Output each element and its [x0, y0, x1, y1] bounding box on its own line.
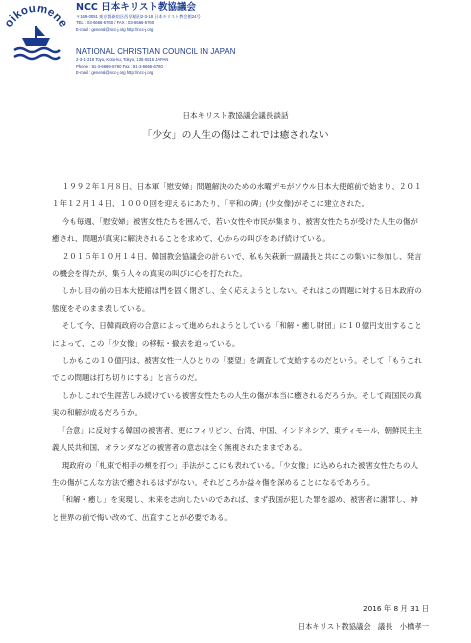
body-paragraph: １９９２年１月８日、日本軍「慰安婦」問題解決のための水曜デモがソウル日本大使館前で始まり、２０１１年１２月１４日、１０００回を迎えるにあたり、「平和の碑」(少女像)がそこに建立された。: [52, 182, 422, 209]
letterhead: [0, 0, 471, 96]
org-contact-block: [76, 2, 316, 76]
org-name-en: NATIONAL CHRISTIAN COUNCIL IN JAPAN: [76, 47, 236, 57]
body-paragraph: そして今、日韓両政府の合意によって進められようとしている「和解・癒し財団」に１０億円支出することによって、この「少女像」の移転・撤去を迫っている。: [52, 321, 422, 348]
jp-address-line: 〒169-0051 東京都新宿区西早稲田2-3-18 日本キリスト教会館24号: [76, 14, 201, 19]
body-paragraph: しかしこれで生涯苦しみ続けている被害女性たちの人生の傷が本当に癒されるだろうか。そして両国民の真実の和解が成るだろうか。: [52, 390, 422, 418]
body-paragraph: 今も毎週、「慰安婦」被害女性たちを囲んで、若い女性や市民が集まり、被害女性たちが受けた人生の傷が癒され、問題が真実に解決されることを求めて、心からの叫びをあげ続けている。: [52, 216, 418, 244]
jp-email-line: E-mail : general@ncc-j.org http://ncc-j.org: [76, 26, 154, 32]
body-paragraph: しかし目の前の日本大使館は門を固く閉ざし、全く応えようとしない。それはこの問題に対する日本政府の態度をそのまま表している。: [52, 286, 422, 313]
body-paragraph: しかもこの１０億円は、被害女性一人ひとりの「要望」を調査して支給するのだという。そして「もうこれでこの問題は打ち切りにする」と言うのだ。: [52, 356, 422, 383]
document-title: 日本キリスト教協議会議長談話: [182, 111, 289, 120]
signatory-name: 日本キリスト教協議会 議長 小橋孝一: [297, 622, 429, 631]
body-paragraph: 「合意」に反対する韓国の被害者、更にフィリピン、台湾、中国、インドネシア、東ティモール、朝鮮民主主義人民共和国、オランダなどの被害者の意志は全く無視されたままである。: [52, 425, 422, 453]
body-paragraph: ２０１５年１０月１４日、韓国教会協議会の計らいで、私も矢萩新一副議長と共にこの集いに参加し、発言の機会を得たが、集う人々の真実の叫びに心を打たれた。: [52, 251, 422, 279]
logo-wordmark: oikoumene: [2, 2, 70, 30]
signature-block: [298, 603, 429, 633]
svg-text:oikoumene: [3, 3, 69, 30]
document-title-block: [0, 110, 471, 142]
en-email-line: E-mail : general@ncc-j.org http://ncc-j.org: [76, 70, 154, 76]
document-subtitle: 「少女」の人生の傷はこれでは癒されない: [142, 130, 329, 141]
statement-date: 2016 年 8 月 31 日: [363, 604, 429, 613]
jp-phone-line: TEL : 03-6666-6760 / FAX : 03-6666-6760: [76, 20, 155, 26]
en-address-line: 2-3-1-218 Toyo, Koto-ku, Tokyo, 135-0016 JAPAN: [76, 57, 169, 63]
statement-body: [52, 178, 424, 526]
body-paragraph: 現政府の「札束で相手の頬を打つ」手法がここにも表れている。「少女像」に込められた被害女性たちの人生の傷がこんな方法で癒されるはずがない。それどころか益々傷を深めることになるであろう。: [52, 460, 418, 487]
org-name-jp: NCC 日本キリスト教協議会: [76, 2, 197, 13]
oikoumene-logo-icon: [0, 0, 72, 72]
body-paragraph: 「和解・癒し」を実現し、未来を志向したいのであれば、まず我国が犯した罪を認め、被害者に謝罪し、神と世界の前で悔い改めて、出直すことが必要である。: [52, 495, 418, 522]
en-phone-line: Phone : 81-3-6666-6760 Fax : 81-3-6666-6760: [76, 63, 163, 69]
oikoumene-logo: [0, 0, 72, 72]
